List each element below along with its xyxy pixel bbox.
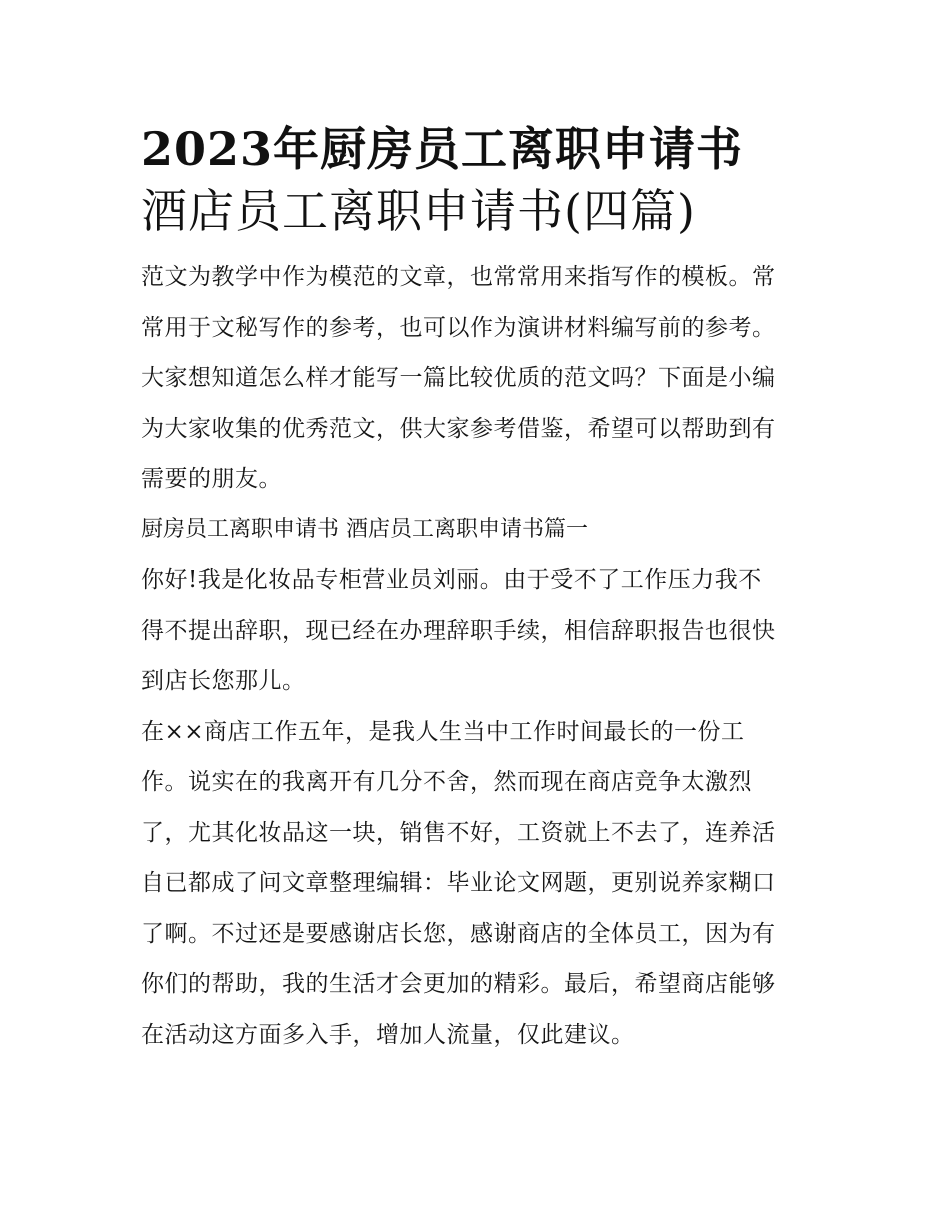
- p2-line-7: 在活动这方面多入手，增加人流量，仅此建议。: [141, 1021, 635, 1048]
- intro-line-4: 为大家收集的优秀范文，供大家参考借鉴，希望可以帮助到有: [141, 415, 776, 442]
- p2-line-3: 了，尤其化妆品这一块，销售不好，工资就上不去了，连养活: [141, 819, 776, 846]
- intro-line-2: 常用于文秘写作的参考，也可以作为演讲材料编写前的参考。: [141, 314, 776, 341]
- intro-line-5: 需要的朋友。: [141, 466, 282, 492]
- document-content: [141, 118, 813, 1060]
- intro-line-3: 大家想知道怎么样才能写一篇比较优质的范文吗？下面是小编: [141, 365, 776, 391]
- p1-line-3: 到店长您那儿。: [141, 668, 306, 694]
- p2-line-1: 在××商店工作五年，是我人生当中工作时间最长的一份工: [141, 718, 745, 745]
- p2-line-6: 你们的帮助，我的生活才会更加的精彩。最后，希望商店能够: [141, 971, 776, 997]
- intro-line-1: 范文为教学中作为模范的文章，也常常用来指写作的模板。常: [141, 264, 776, 290]
- p1-line-1: 你好!我是化妆品专柜营业员刘丽。由于受不了工作压力我不: [141, 567, 762, 593]
- intro-paragraph: [141, 252, 813, 505]
- document-title: [141, 118, 813, 242]
- title-line-1: 2023年厨房员工离职申请书: [141, 122, 744, 176]
- body-paragraph-2: [141, 707, 813, 1061]
- p2-line-4: 自已都成了问文章整理编辑：毕业论文网题，更别说养家糊口: [141, 870, 776, 896]
- section-heading: 厨房员工离职申请书 酒店员工离职申请书篇一: [141, 516, 588, 542]
- body-paragraph-1: [141, 555, 813, 707]
- p1-line-2: 得不提出辞职，现已经在办理辞职手续，相信辞职报告也很快: [141, 617, 776, 644]
- p2-line-5: 了啊。不过还是要感谢店长您，感谢商店的全体员工，因为有: [141, 920, 776, 947]
- title-line-2: 酒店员工离职申请书(四篇): [141, 184, 696, 238]
- p2-line-2: 作。说实在的我离开有几分不舍，然而现在商店竞争太激烈: [141, 769, 752, 795]
